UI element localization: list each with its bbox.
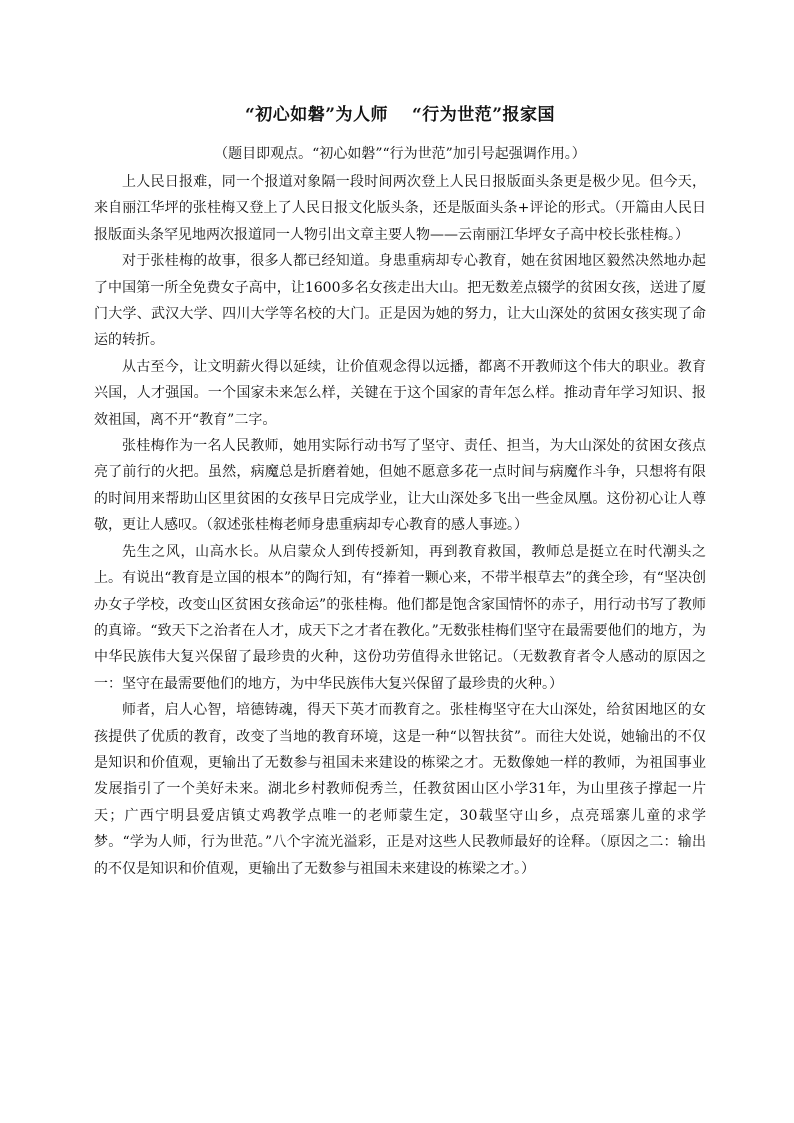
title-annotation: （题目即观点。“初心如磐”“行为世范”加引号起强调作用。） — [214, 146, 586, 162]
document-page — [94, 100, 706, 882]
paragraph-6: 师者，启人心智，培德铸魂，得天下英才而教育之。张桂梅坚守在大山深处，给贫困地区的女孩提供了优质的教育，改变了当地的教育环境，这是一种“以智扶贫”。而往大处说，她输出的不仅是知识和价值观，更输出了无数参与祖国未来建设的栋梁之才。无数像她一样的教师，为祖国事业发展指引了一个美好未来。湖北乡村教师倪秀兰，任教贫困山区小学31年，为山里孩子撑起一片天；广西宁明县爱店镇丈鸡教学点唯一的老师蒙生定，30载坚守山乡，点亮瑶寨儿童的求学梦。“学为人师，行为世范。”八个字流光溢彩，正是对这些人民教师最好的诠释。（原因之二：输出的不仅是知识和价值观，更输出了无数参与祖国未来建设的栋梁之才。） — [94, 702, 706, 877]
paragraph-1: 上人民日报难，同一个报道对象隔一段时间两次登上人民日报版面头条更是极少见。但今天，来自丽江华坪的张桂梅又登上了人民日报文化版头条，还是版面头条+评论的形式。（开篇由人民日报版面头条罕见地两次报道同一人物引出文章主要人物——云南丽江华坪女子高中校长张桂梅。） — [94, 174, 706, 243]
paragraph-5: 先生之风，山高水长。从启蒙众人到传授新知，再到教育救国，教师总是挺立在时代潮头之上。有说出“教育是立国的根本”的陶行知，有“捧着一颗心来，不带半根草去”的龚全珍，有“坚决创办女子学校，改变山区贫困女孩命运”的张桂梅。他们都是饱含家国情怀的赤子，用行动书写了教师的真谛。“致天下之治者在人才，成天下之才者在教化。”无数张桂梅们坚守在最需要他们的地方，为中华民族伟大复兴保留了最珍贵的火种，这份功劳值得永世铭记。（无数教育者令人感动的原因之一：坚守在最需要他们的地方，为中华民族伟大复兴保留了最珍贵的火种。） — [94, 543, 706, 692]
paragraph-4: 张桂梅作为一名人民教师，她用实际行动书写了坚守、责任、担当，为大山深处的贫困女孩点亮了前行的火把。虽然，病魔总是折磨着她，但她不愿意多花一点时间与病魔作斗争，只想将有限的时间用来帮助山区里贫困的女孩早日完成学业，让大山深处多飞出一些金凤凰。这份初心让人尊敬，更让人感叹。（叙述张桂梅老师身患重病却专心教育的感人事迹。） — [94, 438, 706, 534]
paragraph-2: 对于张桂梅的故事，很多人都已经知道。身患重病却专心教育，她在贫困地区毅然决然地办起了中国第一所全免费女子高中，让1600多名女孩走出大山。把无数差点辍学的贫困女孩，送进了厦门大学、武汉大学、四川大学等名校的大门。正是因为她的努力，让大山深处的贫困女孩实现了命运的转折。 — [94, 253, 706, 349]
paragraph-3: 从古至今，让文明薪火得以延续，让价值观念得以远播，都离不开教师这个伟大的职业。教育兴国，人才强国。一个国家未来怎么样，关键在于这个国家的青年怎么样。推动青年学习知识、报效祖国，离不开“教育”二字。 — [94, 358, 706, 428]
article-title: “初心如磐”为人师 “行为世范”报家国 — [244, 105, 556, 125]
